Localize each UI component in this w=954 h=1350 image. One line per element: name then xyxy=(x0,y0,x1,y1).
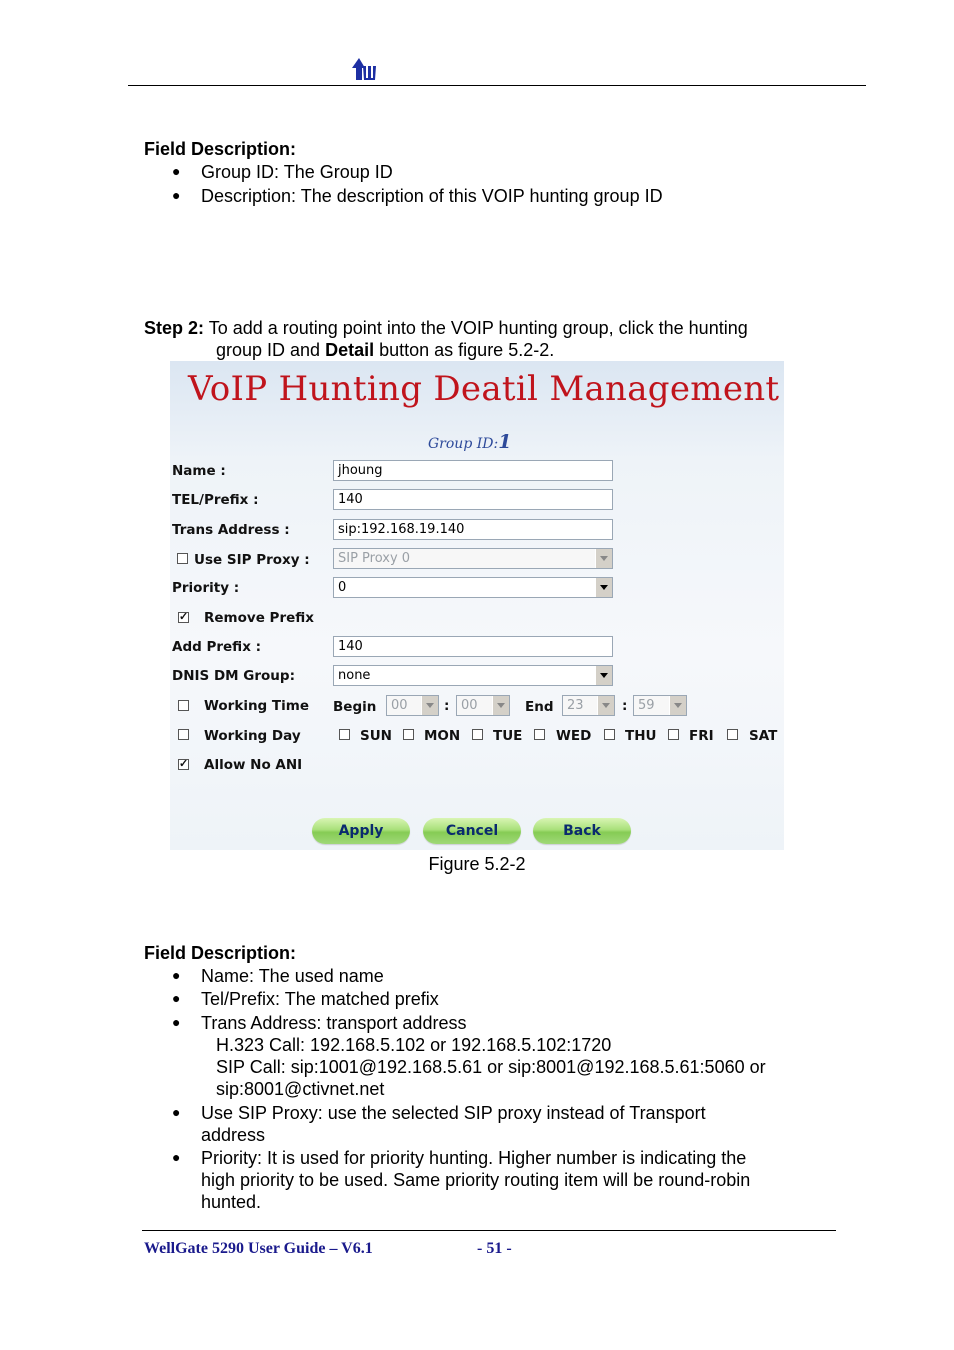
header-rule xyxy=(128,85,866,86)
chevron-down-icon xyxy=(595,578,612,597)
tel-prefix-input[interactable]: 140 xyxy=(333,489,613,510)
add-prefix-input[interactable]: 140 xyxy=(333,636,613,657)
tel-prefix-label: TEL/Prefix : xyxy=(172,492,259,508)
name-input[interactable]: jhoung xyxy=(333,460,613,481)
figure-title: VoIP Hunting Deatil Management xyxy=(188,369,780,409)
step2-line2 xyxy=(216,339,554,361)
bullet-icon: ● xyxy=(172,967,181,983)
list-item-detail: sip:8001@ctivnet.net xyxy=(216,1079,385,1099)
sip-proxy-select[interactable] xyxy=(333,548,613,569)
step2-label: Step 2: xyxy=(144,318,205,338)
priority-value: 0 xyxy=(338,580,347,595)
list-item: Use SIP Proxy: use the selected SIP proxy instead of Transport xyxy=(201,1103,706,1123)
begin-minute-value: 00 xyxy=(461,698,478,713)
chevron-down-icon xyxy=(492,696,509,715)
group-id-value: 1 xyxy=(498,431,512,453)
page-number: - 51 - xyxy=(477,1240,512,1257)
remove-prefix-checkbox[interactable]: ✓ xyxy=(179,611,189,623)
list-item-continued: hunted. xyxy=(201,1192,262,1212)
dnis-group-label: DNIS DM Group: xyxy=(172,668,295,684)
list-item-detail: SIP Call: sip:1001@192.168.5.61 or sip:8001@192.168.5.61:5060 or xyxy=(216,1057,766,1077)
begin-minute-select[interactable] xyxy=(456,695,510,716)
remove-prefix-label: Remove Prefix xyxy=(204,610,314,626)
add-prefix-label: Add Prefix : xyxy=(172,639,261,655)
cancel-button[interactable]: Cancel xyxy=(423,818,521,844)
bullet-icon: ● xyxy=(172,1149,181,1165)
begin-label: Begin xyxy=(333,699,377,715)
figure-caption: Figure 5.2-2 xyxy=(428,854,526,874)
working-time-checkbox[interactable] xyxy=(178,700,189,711)
day-checkbox-fri[interactable] xyxy=(668,729,679,740)
list-item-detail: H.323 Call: 192.168.5.102 or 192.168.5.102:1720 xyxy=(216,1035,612,1055)
working-day-label: Working Day xyxy=(204,728,301,744)
end-minute-value: 59 xyxy=(638,698,655,713)
dnis-group-value: none xyxy=(338,668,371,683)
use-sip-proxy-label: Use SIP Proxy : xyxy=(194,552,310,568)
working-day-checkbox[interactable] xyxy=(178,729,189,740)
section2-heading: Field Description: xyxy=(144,943,297,963)
list-item: Name: The used name xyxy=(201,966,384,986)
company-logo-icon xyxy=(348,56,380,82)
day-checkbox-sun[interactable] xyxy=(339,729,350,740)
chevron-down-icon xyxy=(595,549,612,568)
day-checkbox-wed[interactable] xyxy=(534,729,545,740)
list-item: Trans Address: transport address xyxy=(201,1013,467,1033)
back-button[interactable]: Back xyxy=(533,818,631,844)
list-item: Priority: It is used for priority hunting. Higher number is indicating the xyxy=(201,1148,747,1168)
day-label-wed: WED xyxy=(556,728,592,744)
step2-text-bold: Detail xyxy=(325,340,375,360)
list-item-continued: address xyxy=(201,1125,266,1145)
priority-label: Priority : xyxy=(172,580,240,596)
day-label-sat: SAT xyxy=(749,728,778,744)
footer-title: WellGate 5290 User Guide – V6.1 xyxy=(144,1240,373,1257)
day-label-mon: MON xyxy=(424,728,461,744)
group-id-text: Group ID: xyxy=(428,436,499,452)
day-label-sun: SUN xyxy=(360,728,392,744)
step2-text-b: group ID and xyxy=(216,340,326,360)
time-separator: : xyxy=(444,698,450,714)
trans-address-input[interactable]: sip:192.168.19.140 xyxy=(333,519,613,540)
allow-no-ani-label: Allow No ANI xyxy=(204,757,303,773)
day-label-tue: TUE xyxy=(493,728,523,744)
day-checkbox-mon[interactable] xyxy=(403,729,414,740)
chevron-down-icon xyxy=(595,666,612,685)
bullet-icon: ● xyxy=(172,187,181,203)
footer-rule xyxy=(142,1230,836,1231)
step2-text-c: button as figure 5.2-2. xyxy=(374,340,555,360)
time-separator: : xyxy=(622,698,628,714)
end-hour-value: 23 xyxy=(567,698,584,713)
bullet-icon: ● xyxy=(172,990,181,1006)
name-label: Name : xyxy=(172,463,226,479)
section1-heading: Field Description: xyxy=(144,139,297,159)
list-item: Group ID: The Group ID xyxy=(201,162,393,182)
end-minute-select[interactable] xyxy=(633,695,687,716)
bullet-icon: ● xyxy=(172,1104,181,1120)
step2-line1 xyxy=(144,317,748,339)
chevron-down-icon xyxy=(421,696,438,715)
begin-hour-value: 00 xyxy=(391,698,408,713)
bullet-icon: ● xyxy=(172,163,181,179)
bullet-icon: ● xyxy=(172,1014,181,1030)
end-label: End xyxy=(525,699,554,715)
chevron-down-icon xyxy=(597,696,614,715)
day-label-thu: THU xyxy=(625,728,657,744)
figure-screenshot xyxy=(170,361,784,850)
sip-proxy-value: SIP Proxy 0 xyxy=(338,551,411,566)
trans-address-label: Trans Address : xyxy=(172,522,290,538)
list-item: Tel/Prefix: The matched prefix xyxy=(201,989,439,1009)
step2-text-a: To add a routing point into the VOIP hunting group, click the hunting xyxy=(204,318,748,338)
group-id-label xyxy=(428,431,511,453)
day-label-fri: FRI xyxy=(689,728,714,744)
begin-hour-select[interactable] xyxy=(386,695,439,716)
list-item: Description: The description of this VOIP hunting group ID xyxy=(201,186,663,206)
allow-no-ani-checkbox[interactable]: ✓ xyxy=(179,758,189,770)
list-item-continued: high priority to be used. Same priority routing item will be round-robin xyxy=(201,1170,751,1190)
priority-select[interactable] xyxy=(333,577,613,598)
working-time-label: Working Time xyxy=(204,698,309,714)
day-checkbox-thu[interactable] xyxy=(604,729,615,740)
use-sip-proxy-checkbox[interactable] xyxy=(177,553,188,564)
apply-button[interactable]: Apply xyxy=(312,818,410,844)
day-checkbox-tue[interactable] xyxy=(472,729,483,740)
end-hour-select[interactable] xyxy=(562,695,615,716)
dnis-group-select[interactable] xyxy=(333,665,613,686)
day-checkbox-sat[interactable] xyxy=(727,729,738,740)
chevron-down-icon xyxy=(669,696,686,715)
